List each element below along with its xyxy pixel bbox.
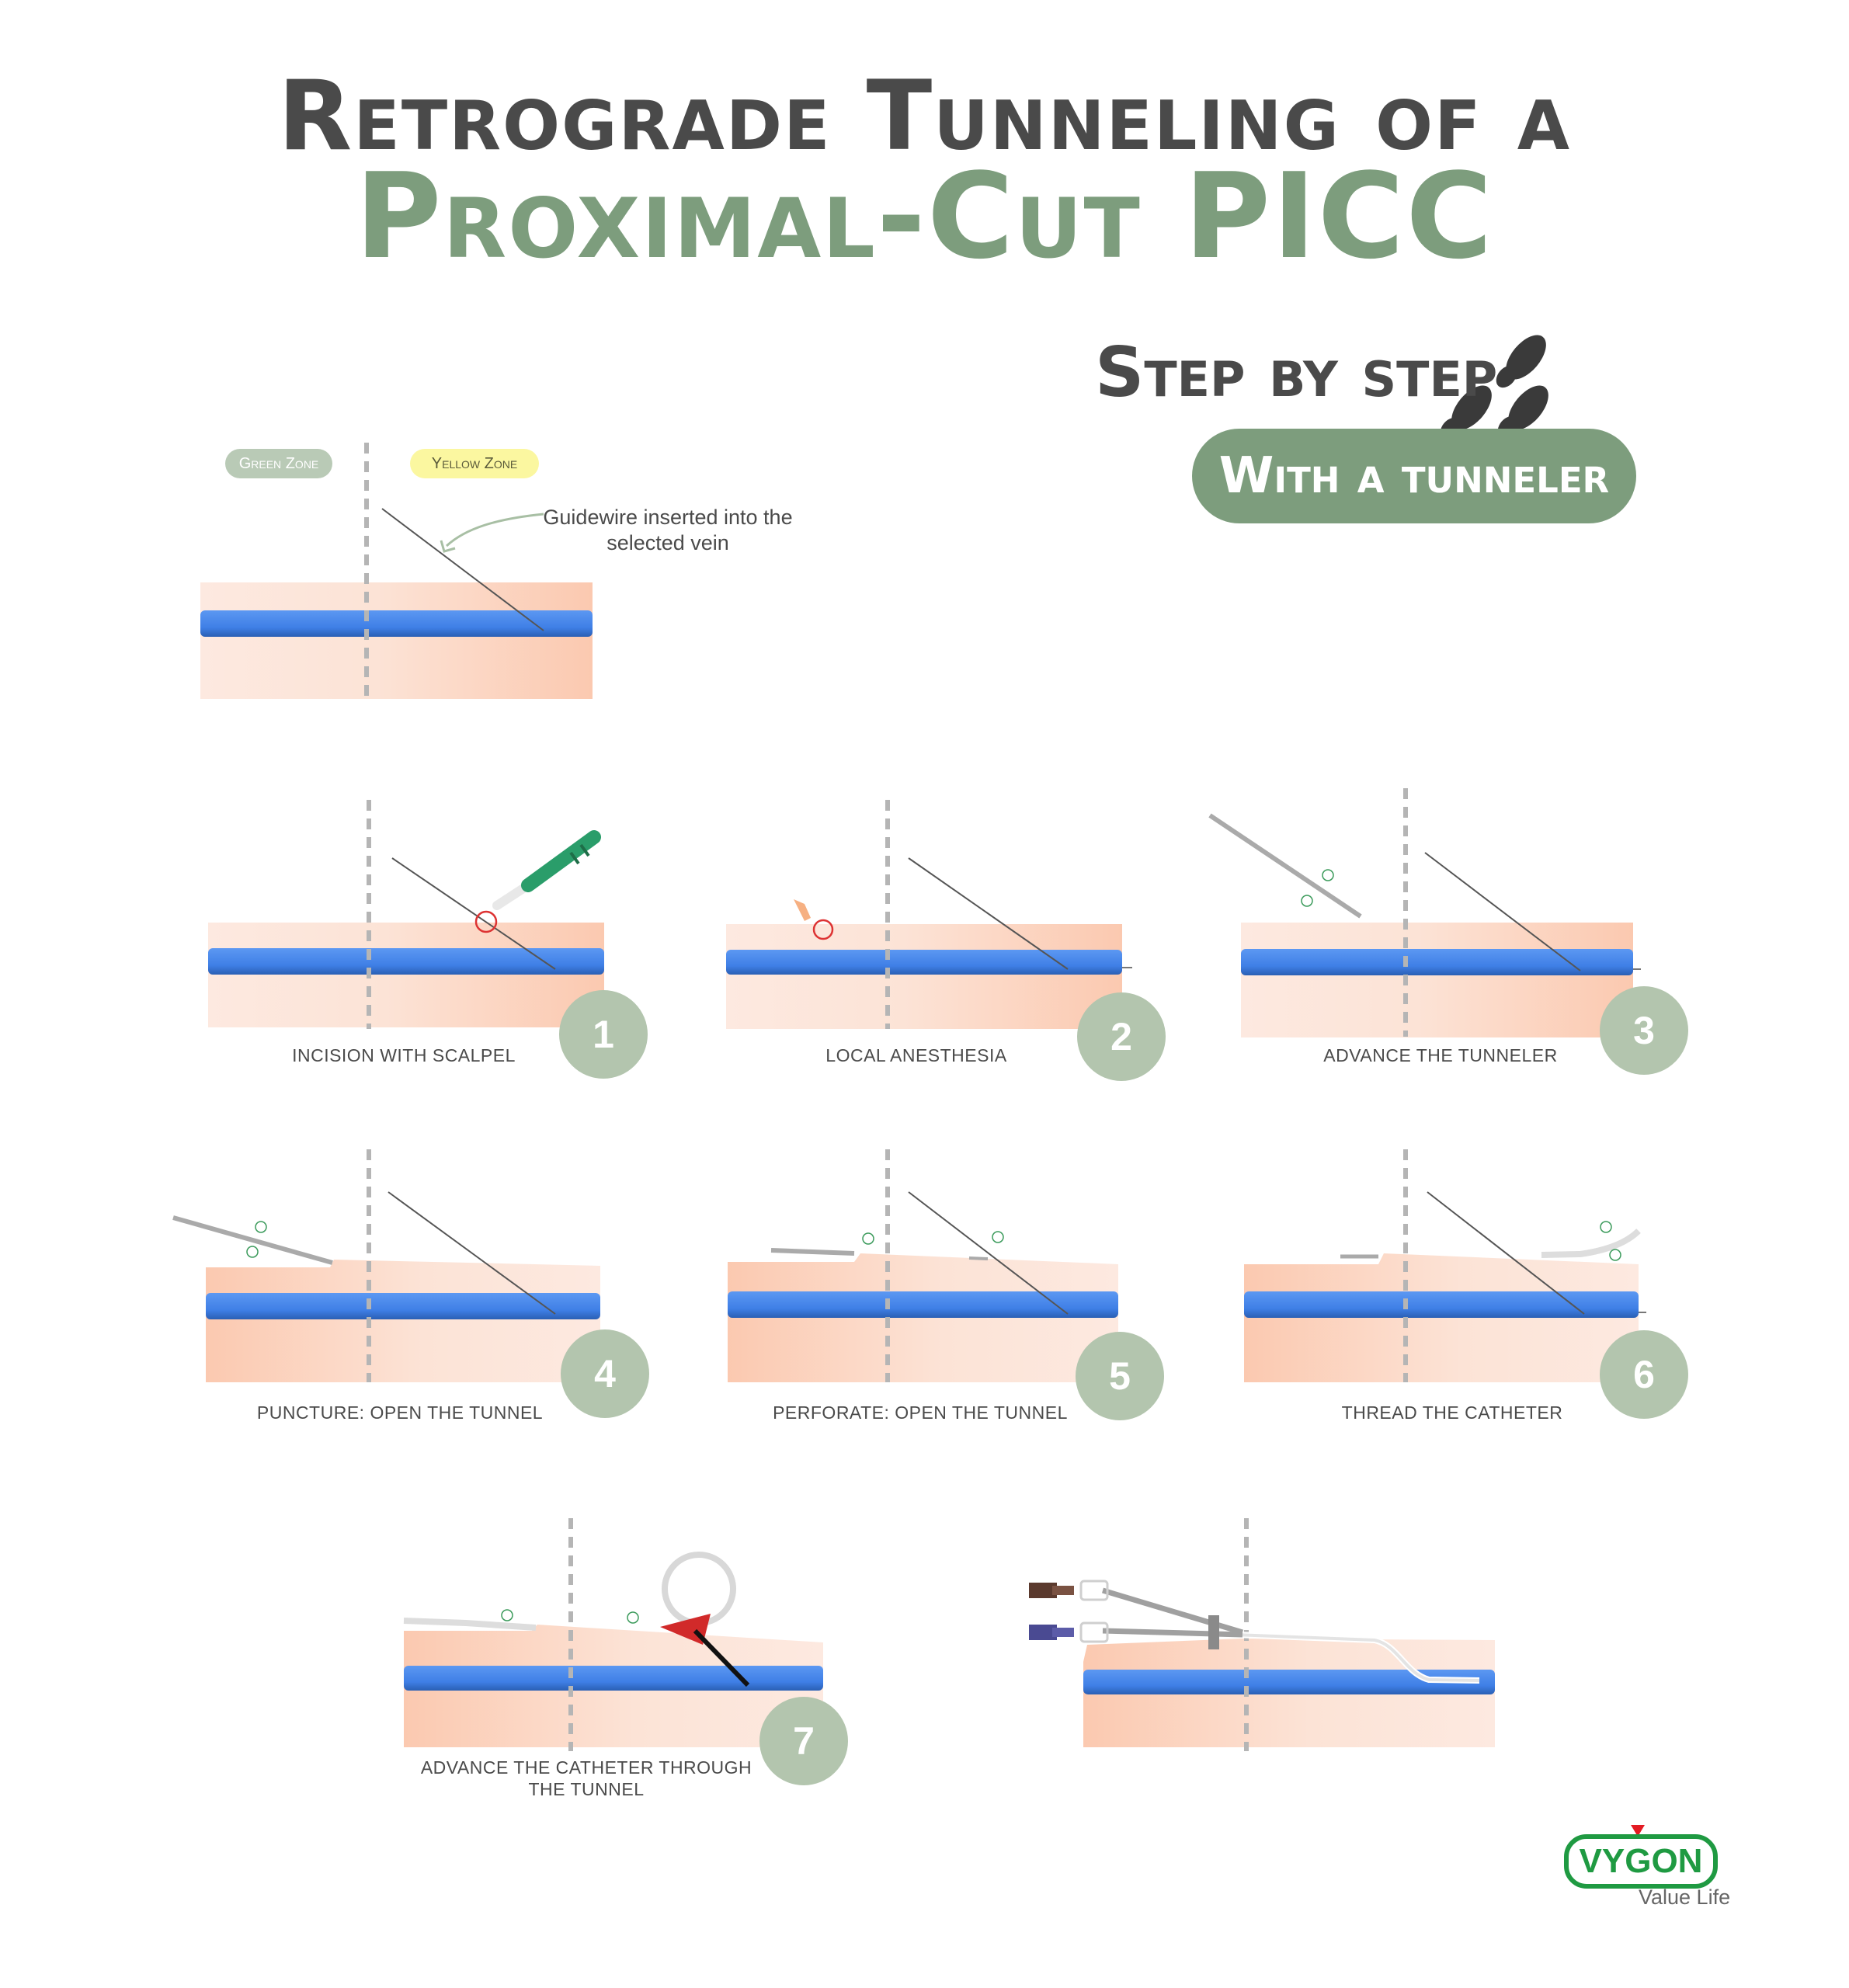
step2-caption: LOCAL ANESTHESIA xyxy=(825,1045,1007,1065)
step7-illustration xyxy=(404,1518,823,1751)
logo-tagline: Value Life xyxy=(1639,1885,1731,1909)
step5-number-badge: 5 xyxy=(1076,1332,1164,1420)
catheter-hub-icon xyxy=(1029,1581,1243,1649)
step4-caption: PUNCTURE: OPEN THE TUNNEL xyxy=(256,1402,544,1423)
intro-panel xyxy=(200,443,593,699)
step7-caption: ADVANCE THE CATHETER THROUGH THE TUNNEL xyxy=(420,1757,752,1799)
step6-number-badge: 6 xyxy=(1600,1330,1688,1419)
tunneler-pill: With a tunneler xyxy=(1192,429,1636,523)
step6-caption: THREAD THE CATHETER xyxy=(1341,1402,1563,1423)
final-illustration xyxy=(1029,1518,1495,1751)
step3-illustration xyxy=(1210,788,1641,1037)
step3-caption: ADVANCE THE TUNNELER xyxy=(1323,1045,1558,1065)
step2-illustration xyxy=(726,800,1132,1029)
guidewire-annotation: Guidewire inserted into the selected vein xyxy=(543,506,793,554)
green-zone-label: Green Zone xyxy=(225,449,332,478)
step5-caption: PERFORATE: OPEN THE TUNNEL xyxy=(773,1402,1068,1423)
page-title-line2: Proximal-Cut PICC xyxy=(355,148,1494,285)
step1-caption: INCISION WITH SCALPEL xyxy=(292,1045,516,1065)
subtitle: Step by step xyxy=(1095,332,1498,412)
step3-number-badge: 3 xyxy=(1600,986,1688,1075)
syringe-icon xyxy=(794,899,811,921)
step1-number-badge: 1 xyxy=(559,990,648,1079)
yellow-zone-label: Yellow Zone xyxy=(410,449,539,478)
step6-illustration xyxy=(1244,1149,1646,1382)
step4-number-badge: 4 xyxy=(561,1329,649,1418)
step7-number-badge: 7 xyxy=(759,1697,848,1785)
step2-number-badge: 2 xyxy=(1077,992,1166,1081)
vygon-logo: VYGON xyxy=(1564,1834,1718,1889)
step1-illustration xyxy=(208,800,604,1029)
step4-illustration xyxy=(173,1149,600,1382)
scalpel-icon xyxy=(497,837,594,905)
step5-illustration xyxy=(728,1149,1118,1382)
page-title-line1: Retrograde Tunneling of a xyxy=(277,61,1572,172)
